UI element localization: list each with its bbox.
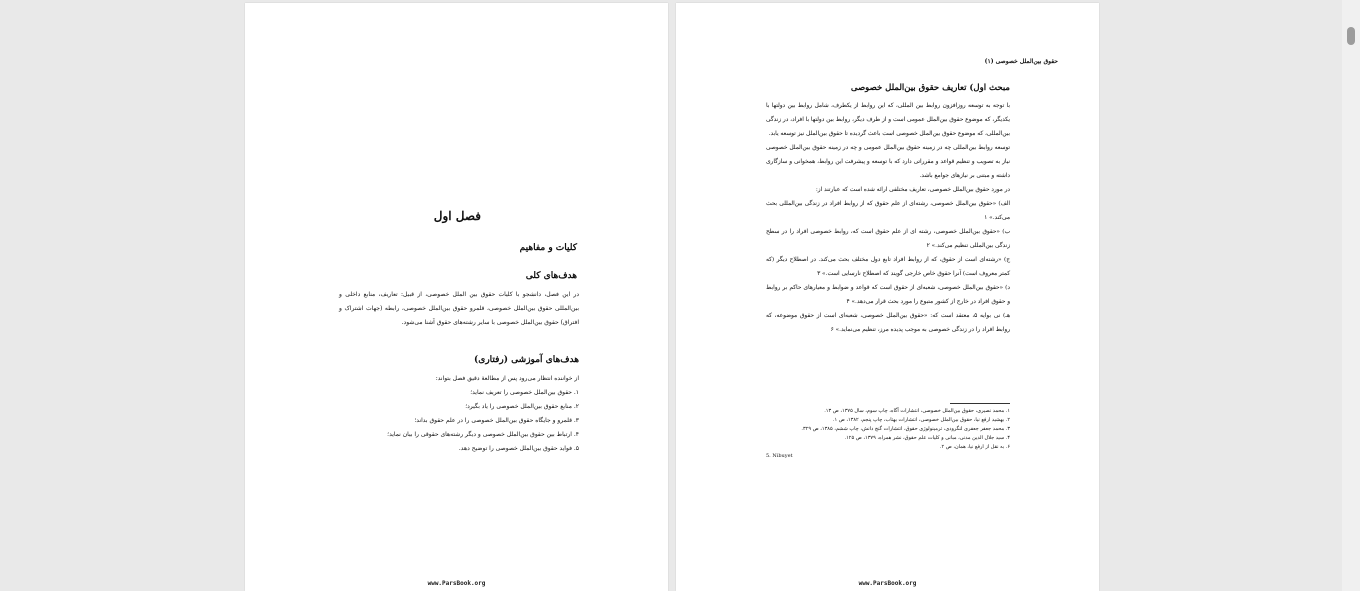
paragraph: الف) «حقوق بین‌الملل خصوصی، رشته‌ای از علم حقوق که از روابط افراد در زندگی بین‌المللی بحث می‌کند.» ۱ (766, 201, 1010, 221)
chapter-title: فصل اول (433, 209, 481, 223)
page-footer-url[interactable]: www.ParsBook.org (427, 580, 486, 587)
list-item: ۴. ارتباط بین حقوق بین‌الملل خصوصی و دیگر رشته‌های حقوقی را بیان نماید؛ (387, 431, 579, 438)
footnote: ۶. به نقل از ارفع نیا، همان، ص ۲. (939, 444, 1010, 450)
paragraph: هـ) نی بوایه ۵، معتقد است که: «حقوق بین‌الملل خصوصی، شعبه‌ای است از حقوق موضوعه، که روابط افراد را در زندگی خصوصی به موجب پدیده مرز، تنظیم می‌نماید.» ۶ (766, 313, 1011, 333)
body-text (766, 99, 1010, 337)
document-page-left (245, 3, 668, 591)
goals-heading: هدف‌های کلی (525, 271, 577, 281)
paragraph: توسعه روابط بین‌المللی چه در زمینه حقوق بین‌الملل عمومی و چه در زمینه حقوق بین‌الملل خصوصی نیاز به تصویب و تنظیم قواعد و مقرراتی دارد که با توسعه و پیشرفت این روابط، همخوانی و سازگاری داشته و مبتنی بر نیازهای جوامع باشد. (766, 145, 1010, 179)
footnotes (756, 407, 1010, 452)
paragraph: ب) «حقوق بین‌الملل خصوصی، رشته ای از علم حقوق است که، روابط خصوصی افراد را در سطح زندگی بین‌المللی تنظیم می‌کند.» ۲ (766, 229, 1010, 249)
running-header: حقوق بین‌الملل خصوصی (۱) (984, 58, 1058, 65)
footnote-divider (950, 403, 1010, 404)
footnote: ۴. سید جلال الدین مدنی، مبانی و کلیات علم حقوق، نشر همراه، ۱۳۷۹، ص ۱۲۵. (844, 435, 1010, 441)
goals-paragraph: در این فصل، دانشجو با کلیات حقوق بین الملل خصوصی، از قبیل: تعاریف، منابع داخلی و بین‌المللی حقوق بین‌الملل خصوصی، قلمرو حقوق بین‌الملل خصوصی، رابطه (جهات اشتراک و افتراق) حقوق بین‌الملل خصوصی با سایر رشته‌های حقوق آشنا می‌شود. (339, 291, 579, 326)
paragraph: ج) «رشته‌ای است از حقوق، که از روابط افراد تابع دول مختلف بحث می‌کند. در اصطلاح دیگر (که کمتر معروف است) آنرا حقوق خاص خارجی گویند که اصطلاح نارسایی است.» ۳ (766, 257, 1010, 277)
paragraph: در مورد حقوق بین‌الملل خصوصی، تعاریف مختلفی ارائه شده است که عبارتند از: (815, 187, 1010, 193)
chapter-subtitle: کلیات و مفاهیم (519, 243, 577, 253)
list-item: ۵. فواید حقوق بین‌الملل خصوصی را توضیح دهد. (458, 445, 579, 452)
educational-goals-list (345, 386, 579, 456)
footnote-latin: 5. Nibuyet (766, 453, 793, 459)
paragraph: د) «حقوق بین‌الملل خصوصی، شعبه‌ای از حقوق است که قواعد و ضوابط و معیارهای حاکم بر روابط و حقوق افراد در خارج از کشور متبوع را مورد بحث قرار می‌دهد.» ۴ (766, 285, 1010, 305)
scrollbar-thumb[interactable] (1347, 27, 1355, 45)
page-footer-url[interactable]: www.ParsBook.org (858, 580, 917, 587)
footnote: ۳. محمد جعفر جعفری لنگرودی، ترمینولوژی حقوق، انتشارات گنج دانش، چاپ ششم، ۱۳۸۵، ص ۳۲۹. (801, 426, 1010, 432)
document-page-right (676, 3, 1099, 591)
list-item: ۳. قلمرو و جایگاه حقوق بین‌الملل خصوصی را در علم حقوق بداند؛ (414, 417, 579, 424)
footnote: ۱. محمد نصیری، حقوق بین‌الملل خصوصی، انتشارات آگاه، چاپ سوم، سال ۱۳۷۵، ص ۱۳. (824, 408, 1010, 414)
paragraph: با توجه به توسعه روزافزون روابط بین المللی، که این روابط از یکطرف، شامل روابط بین دولتها با یکدیگر، که موضوع حقوق بین‌الملل عمومی است و از طرف دیگر، روابط بین دولتها با افراد، در زندگی بین‌المللی، که موضوع حقوق بین‌الملل خصوصی است باعث گردیده تا حقوق بین‌الملل نیز توسعه یابد. (766, 103, 1010, 137)
footnote: ۲. بهشید ارفع نیا، حقوق بین‌الملل خصوصی، انتشارات بهتاب، چاپ پنجم، ۱۳۸۲، ص ۱. (832, 417, 1010, 423)
section-heading: مبحث اول) تعاریف حقوق بین‌الملل خصوصی (850, 83, 1010, 93)
list-item: ۱. حقوق بین‌الملل خصوصی را تعریف نماید؛ (470, 389, 579, 396)
list-item: ۲. منابع حقوق بین‌الملل خصوصی را یاد بگیرد؛ (465, 403, 579, 410)
vertical-scrollbar[interactable] (1342, 0, 1360, 591)
educational-goals-intro: از خواننده انتظار می‌رود پس از مطالعهٔ دقیق فصل بتواند: (435, 375, 579, 382)
educational-goals-heading: هدف‌های آموزشی (رفتاری) (474, 355, 579, 365)
